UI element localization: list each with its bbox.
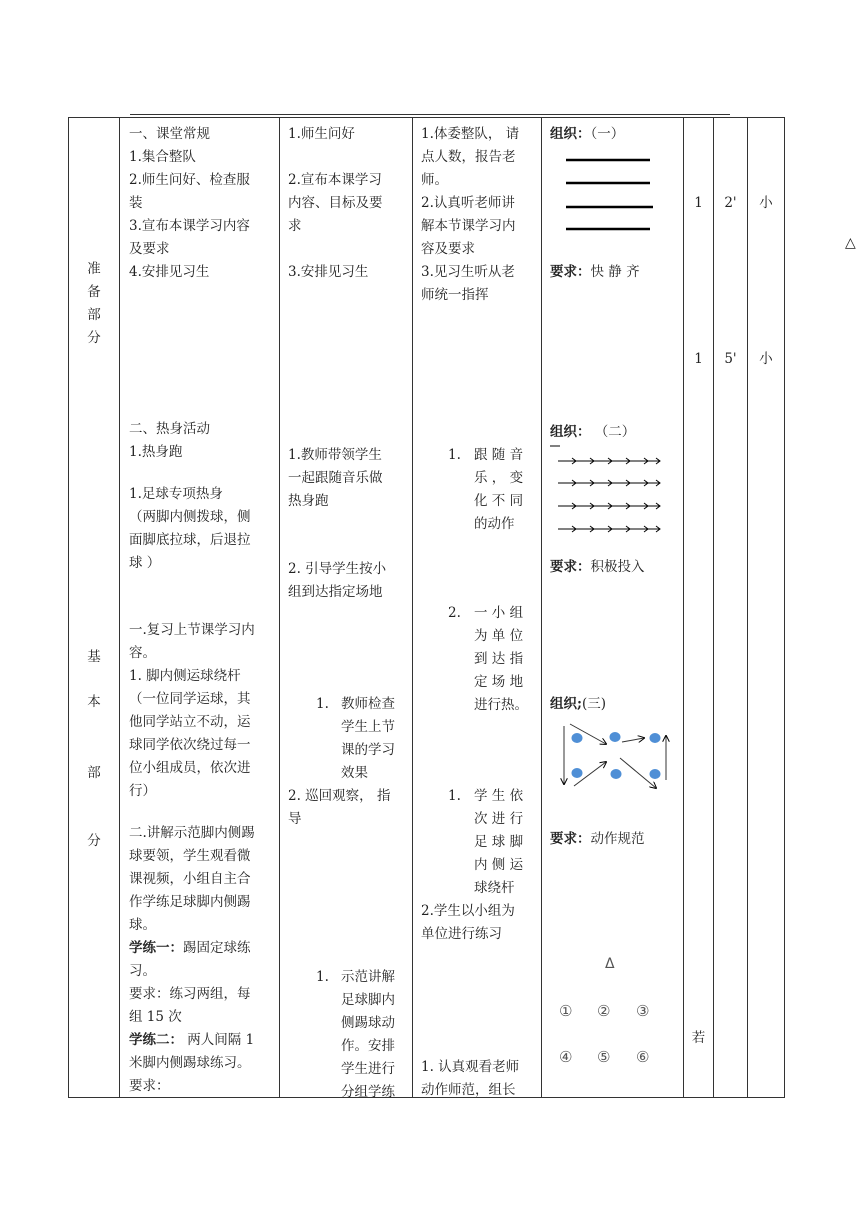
content-line: 容。 — [129, 645, 156, 661]
teacher-line: 1.教师带领学生 — [288, 447, 382, 463]
content-line: 1. 脚内侧运球绕杆 — [129, 668, 241, 684]
teacher-line: 1. — [316, 969, 329, 985]
warmup-run-arrows-diagram — [548, 442, 668, 537]
org-heading-2 — [550, 421, 635, 444]
content-line: 米脚内侧踢球练习。 — [129, 1055, 251, 1071]
student-line: 动作师范，组长 — [421, 1082, 516, 1098]
content-line — [129, 937, 251, 960]
student-line: 单位进行练习 — [421, 926, 502, 942]
content-line: 1.热身跑 — [129, 444, 183, 460]
content-line: 组 15 次 — [129, 1009, 182, 1025]
req-value: 快 静 齐 — [590, 264, 640, 280]
org-label: 组织; — [550, 696, 582, 712]
req-line-2 — [550, 556, 645, 579]
student-line: 的动作 — [474, 516, 515, 532]
content-line: 球同学依次绕过每一 — [129, 737, 251, 753]
practice-label: 学练一： — [129, 940, 183, 956]
content-line: 4.安排见习生 — [129, 264, 210, 280]
student-line: 容及要求 — [421, 241, 475, 257]
student-line: 次 进 行 — [474, 811, 524, 827]
content-line: 及要求 — [129, 241, 170, 257]
student-line: 师统一指挥 — [421, 287, 489, 303]
content-line: 1.足球专项热身 — [129, 486, 223, 502]
content-line: 一、课堂常规 — [129, 126, 210, 142]
content-line: 行） — [129, 783, 156, 799]
teacher-line: 导 — [288, 811, 302, 827]
content-line: 他同学站立不动，运 — [129, 714, 251, 730]
section-char: 基 — [87, 649, 101, 665]
teacher-line: 2. 巡回观察， 指 — [288, 788, 391, 804]
student-line: 1. — [448, 788, 461, 804]
content-line: （一位同学运球，其 — [129, 691, 251, 707]
student-line: 学 生 依 — [474, 788, 524, 804]
student-line: 内 侧 运 — [474, 857, 524, 873]
content-line: 二、热身活动 — [129, 421, 210, 437]
teacher-line: 课的学习 — [341, 742, 395, 758]
student-line: 点人数，报告老 — [421, 149, 516, 165]
column-divider — [541, 117, 542, 1098]
section-char: 部 — [87, 307, 101, 323]
content-line: 球要领，学生观看微 — [129, 848, 251, 864]
student-line: 1. 认真观看老师 — [421, 1059, 520, 1075]
content-line: 面脚底拉球，后退拉 — [129, 532, 251, 548]
content-line: 要求： — [129, 1078, 170, 1094]
req-label: 要求： — [550, 264, 591, 280]
org-heading-3 — [550, 693, 606, 716]
teacher-line: 内容、目标及要 — [288, 195, 383, 211]
student-line: 足 球 脚 — [474, 834, 524, 850]
content-line: 1.集合整队 — [129, 149, 196, 165]
practice-text: 两人间隔 1 — [183, 1032, 255, 1048]
player-marker: ⑥ — [636, 1048, 650, 1066]
content-line: 作学练足球脚内侧踢 — [129, 894, 251, 910]
practice-text: 踢固定球练 — [183, 940, 251, 956]
student-line: 化 不 同 — [474, 493, 524, 509]
column-divider — [412, 117, 413, 1098]
org-value: （二） — [590, 424, 636, 440]
teacher-triangle-icon: Δ — [605, 956, 615, 972]
student-line: 1.体委整队， 请 — [421, 126, 520, 142]
req-label: 要求： — [550, 559, 591, 575]
content-line: 位小组成员，依次进 — [129, 760, 251, 776]
req-label: 要求： — [550, 831, 591, 847]
section-char: 分 — [87, 833, 101, 849]
student-line: 为 单 位 — [474, 628, 524, 644]
repeat-count: 若 — [691, 1030, 706, 1046]
teacher-line: 学生上节 — [341, 719, 395, 735]
content-line: 装 — [129, 195, 143, 211]
formation-lines-diagram — [560, 155, 660, 235]
player-marker: ③ — [636, 1002, 650, 1020]
column-divider — [713, 117, 714, 1098]
teacher-line: 足球脚内 — [341, 992, 395, 1008]
teacher-line: 侧踢球动 — [341, 1015, 395, 1031]
teacher-line: 分组学练 — [341, 1084, 395, 1100]
org-value: (三) — [581, 696, 607, 712]
player-marker: ① — [559, 1002, 573, 1020]
player-marker: ② — [597, 1002, 611, 1020]
content-line: 球 ） — [129, 555, 161, 571]
triangle-icon: △ — [845, 235, 856, 251]
teacher-line: 热身跑 — [288, 493, 329, 509]
teacher-line: 组到达指定场地 — [288, 584, 383, 600]
column-divider — [747, 117, 748, 1098]
teacher-line: 作。安排 — [341, 1038, 395, 1054]
column-divider — [279, 117, 280, 1098]
content-line: 球。 — [129, 917, 156, 933]
student-line: 进行热。 — [474, 697, 528, 713]
teacher-line: 2.宣布本课学习 — [288, 172, 382, 188]
student-line: 2.学生以小组为 — [421, 903, 515, 919]
org-value: （一） — [590, 126, 625, 142]
content-line: 要求：练习两组，每 — [129, 986, 251, 1002]
org-label: 组织： — [550, 126, 591, 142]
section-char: 分 — [87, 330, 101, 346]
student-line: 乐 ， 变 — [474, 470, 524, 486]
student-line: 一 小 组 — [474, 605, 524, 621]
student-line: 2.认真听老师讲 — [421, 195, 515, 211]
student-line: 1. — [448, 447, 461, 463]
practice-label: 学练二： — [129, 1032, 183, 1048]
repeat-count: 1 — [694, 351, 703, 367]
content-line: （两脚内侧拨球，侧 — [129, 509, 251, 525]
content-line: 习。 — [129, 963, 156, 979]
player-marker: ⑤ — [597, 1048, 611, 1066]
teacher-line: 3.安排见习生 — [288, 264, 369, 280]
student-line: 解本节课学习内 — [421, 218, 516, 234]
column-divider — [683, 117, 684, 1098]
teacher-line: 2. 引导学生按小 — [288, 561, 387, 577]
duration: 2' — [724, 195, 737, 211]
teacher-line: 1. — [316, 696, 329, 712]
student-line: 跟 随 音 — [474, 447, 524, 463]
teacher-line: 效果 — [341, 765, 368, 781]
student-line: 2. — [448, 605, 461, 621]
content-line: 2.师生问好、检查服 — [129, 172, 250, 188]
repeat-count: 1 — [694, 195, 703, 211]
student-line: 师。 — [421, 172, 448, 188]
teacher-line: 示范讲解 — [341, 969, 395, 985]
section-char: 部 — [87, 765, 101, 781]
org-label: 组织： — [550, 424, 591, 440]
header-rule — [130, 114, 730, 115]
req-value: 动作规范 — [590, 831, 645, 847]
teacher-line: 教师检查 — [341, 696, 395, 712]
section-char: 准 — [87, 261, 101, 277]
content-line — [129, 1029, 254, 1052]
player-marker: ④ — [559, 1048, 573, 1066]
section-char: 本 — [87, 694, 101, 710]
teacher-line: 求 — [288, 218, 302, 234]
content-line: 一.复习上节课学习内 — [129, 622, 255, 638]
content-line: 二.讲解示范脚内侧踢 — [129, 825, 255, 841]
student-line: 3.见习生听从老 — [421, 264, 515, 280]
duration: 5' — [724, 351, 737, 367]
dribble-around-diagram — [556, 718, 672, 798]
intensity: 小 — [759, 351, 773, 367]
teacher-line: 1.师生问好 — [288, 126, 355, 142]
student-line: 球绕杆 — [474, 880, 515, 896]
org-heading-1 — [550, 123, 624, 146]
column-divider — [119, 117, 120, 1098]
teacher-line: 学生进行 — [341, 1061, 395, 1077]
req-line-3 — [550, 828, 645, 851]
intensity: 小 — [759, 195, 773, 211]
student-line: 定 场 地 — [474, 674, 524, 690]
content-line: 课视频，小组自主合 — [129, 871, 251, 887]
req-value: 积极投入 — [590, 559, 645, 575]
section-char: 备 — [87, 284, 101, 300]
req-line-1 — [550, 261, 640, 284]
content-line: 3.宣布本课学习内容 — [129, 218, 250, 234]
student-line: 到 达 指 — [474, 651, 524, 667]
teacher-line: 一起跟随音乐做 — [288, 470, 383, 486]
